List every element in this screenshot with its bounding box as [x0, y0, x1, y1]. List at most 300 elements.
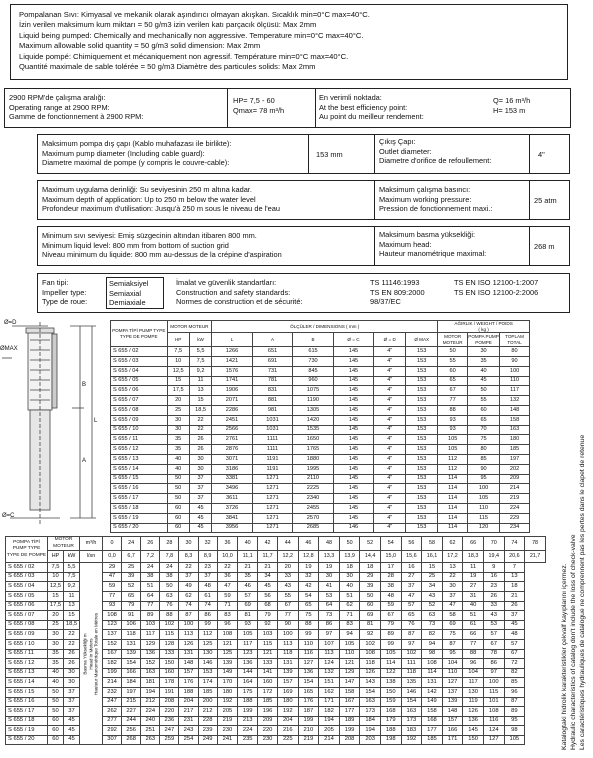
table-cell: 224: [238, 726, 258, 736]
table-cell: 40: [468, 366, 500, 376]
pumped-liquid-line: Liquid being pumped: Chemically and mechanically non aggressive. Temperature min=0°C max=40°C.: [19, 30, 364, 40]
perf-motor-header: MOTOR MOTEUR: [48, 537, 80, 551]
table-cell: 50: [468, 386, 500, 396]
table-cell: 142: [422, 687, 443, 697]
table-cell: 2451: [212, 415, 253, 425]
table-cell: 11: [64, 591, 80, 601]
operating-range-line: 2900 RPM'de çalışma aralığı:: [9, 93, 106, 102]
table-cell: 77: [463, 639, 484, 649]
table-cell: 1535: [293, 425, 334, 435]
pump-model-cell: S 655 / 12: [111, 445, 168, 455]
table-cell: 199: [298, 716, 319, 726]
table-cell: 47: [401, 591, 422, 601]
dimensions-table: [110, 320, 530, 533]
table-cell: 177: [339, 707, 360, 717]
table-cell: 174: [198, 678, 217, 688]
table-cell: 39: [122, 572, 141, 582]
table-cell: 165: [298, 687, 319, 697]
table-cell: 102: [401, 649, 422, 659]
table-cell: 102: [160, 620, 179, 630]
table-cell: 1266: [212, 347, 253, 357]
table-cell: 105: [438, 435, 468, 445]
operating-range-box: [4, 88, 571, 128]
table-cell: 112: [198, 630, 217, 640]
flow-m3h-header: 54: [380, 537, 401, 551]
table-cell: 105: [380, 649, 401, 659]
table-cell: 188: [238, 697, 258, 707]
table-cell: 40: [463, 601, 484, 611]
table-cell: 117: [238, 639, 258, 649]
pump-model-cell: S 655 / 08: [6, 620, 48, 630]
table-cell: 33: [483, 601, 504, 611]
flow-m3h-header: 48: [319, 537, 340, 551]
table-cell: 10: [167, 356, 189, 366]
table-cell: 224: [500, 503, 530, 513]
side-note: [560, 130, 590, 750]
table-cell: 57: [401, 601, 422, 611]
table-cell: 65: [468, 415, 500, 425]
flow-ls-header: 13,9: [339, 551, 360, 563]
table-cell: 67: [438, 386, 468, 396]
table-cell: 881: [252, 396, 293, 406]
table-cell: 2110: [293, 474, 334, 484]
table-cell: 62: [339, 601, 360, 611]
table-cell: 166: [442, 726, 463, 736]
table-cell: 158: [422, 707, 443, 717]
table-cell: 114: [438, 523, 468, 533]
table-cell: 86: [483, 659, 504, 669]
side-note-line: Les caractéristiques hydrauliques de catalogue ne comprennent pas les pertes dans le clapet de retenue: [579, 434, 586, 750]
table-cell: 99: [198, 620, 217, 630]
table-cell: 47: [442, 601, 463, 611]
table-cell: 615: [293, 347, 334, 357]
pump-model-cell: S 655 / 17: [111, 494, 168, 504]
table-cell: 25: [122, 563, 141, 573]
table-cell: 68: [258, 601, 278, 611]
table-cell: 3956: [212, 523, 253, 533]
table-cell: 1271: [252, 494, 293, 504]
table-cell: 239: [198, 726, 217, 736]
table-cell: 160: [258, 678, 278, 688]
pressure-line: Maximum working pressure:: [379, 194, 472, 204]
table-cell: 158: [339, 687, 360, 697]
table-cell: 65: [438, 376, 468, 386]
table-cell: 105: [504, 735, 525, 745]
table-cell: 27: [401, 572, 422, 582]
table-cell: 50: [167, 484, 189, 494]
table-cell: 230: [258, 735, 278, 745]
fan-label: Impeller type:: [42, 287, 87, 297]
table-cell: 48: [198, 582, 217, 592]
table-cell: 22: [189, 425, 211, 435]
table-cell: 139: [217, 659, 238, 669]
table-cell: 178: [160, 678, 179, 688]
head-line: Hauteur manométrique maximal:: [379, 249, 487, 259]
table-cell: 40: [339, 582, 360, 592]
flow-ls-header: 7,2: [141, 551, 160, 563]
table-cell: 124: [483, 726, 504, 736]
table-cell: 86: [198, 611, 217, 621]
table-cell: 121: [217, 639, 238, 649]
table-cell: 23: [198, 563, 217, 573]
table-cell: 26: [189, 445, 211, 455]
table-cell: 78: [483, 649, 504, 659]
best-point-line: Au point du meilleur rendement:: [319, 112, 424, 122]
table-cell: 4": [374, 464, 406, 474]
outlet-line: Outlet diameter:: [379, 146, 432, 156]
table-cell: 45: [189, 513, 211, 523]
table-cell: 30: [319, 572, 340, 582]
table-cell: 18,5: [189, 405, 211, 415]
table-cell: 43: [483, 611, 504, 621]
table-cell: 4": [374, 356, 406, 366]
table-cell: 15: [64, 611, 80, 621]
table-cell: 184: [122, 678, 141, 688]
flow-ls-header: 20,6: [504, 551, 525, 563]
table-cell: 159: [380, 697, 401, 707]
table-cell: 29: [103, 563, 122, 573]
dim-d-label: Ø=D: [4, 320, 17, 326]
table-cell: 185: [198, 687, 217, 697]
table-cell: 157: [278, 678, 299, 688]
table-cell: 147: [339, 678, 360, 688]
table-cell: 100: [179, 620, 198, 630]
table-cell: 71: [339, 611, 360, 621]
pump-model-cell: S 655 / 13: [111, 454, 168, 464]
table-cell: 1576: [212, 366, 253, 376]
table-cell: 1111: [252, 445, 293, 455]
table-cell: 3611: [212, 494, 253, 504]
table-cell: 125: [198, 639, 217, 649]
table-cell: 153: [406, 396, 438, 406]
table-cell: 45: [64, 735, 80, 745]
table-cell: 189: [339, 716, 360, 726]
table-cell: 145: [333, 386, 374, 396]
flow-m3h-header: 30: [179, 537, 198, 551]
table-cell: 22: [179, 563, 198, 573]
table-cell: 38: [141, 572, 160, 582]
table-cell: 9: [483, 563, 504, 573]
table-row: [111, 513, 530, 523]
table-cell: 145: [333, 454, 374, 464]
table-cell: 123: [238, 649, 258, 659]
table-cell: 50: [48, 687, 64, 697]
table-cell: 40: [167, 464, 189, 474]
table-cell: 123: [103, 620, 122, 630]
table-cell: 87: [442, 639, 463, 649]
table-cell: 16: [483, 572, 504, 582]
table-cell: 1190: [293, 396, 334, 406]
table-cell: 181: [141, 678, 160, 688]
table-cell: 79: [122, 601, 141, 611]
liquid-level-box: [37, 226, 570, 266]
table-cell: 176: [298, 697, 319, 707]
head-line: Maksimum basma yüksekliği:: [379, 230, 476, 239]
table-cell: 196: [258, 707, 278, 717]
table-cell: 51: [141, 582, 160, 592]
table-cell: 1111: [252, 435, 293, 445]
table-cell: 77: [141, 601, 160, 611]
flow-m3h-header: 40: [238, 537, 258, 551]
standards-box: [37, 273, 570, 313]
flow-m3h-header: 50: [339, 537, 360, 551]
table-cell: 60: [438, 366, 468, 376]
table-cell: 72: [504, 659, 525, 669]
table-cell: 145: [333, 425, 374, 435]
table-cell: 1765: [293, 445, 334, 455]
table-cell: 184: [360, 716, 381, 726]
flow-ls-header: 12,8: [298, 551, 319, 563]
table-cell: 40: [48, 678, 64, 688]
table-cell: 26: [483, 591, 504, 601]
depth-line: Maximum depth of application: Up to 250 m below the water level: [42, 194, 256, 204]
table-cell: 55: [438, 356, 468, 366]
weight-unit: ( kg ): [478, 326, 489, 332]
table-cell: 65: [122, 591, 141, 601]
table-row: [111, 484, 530, 494]
diameter-line: Maximum pump diameter (Including cable guard):: [42, 148, 205, 158]
table-cell: 230: [217, 726, 238, 736]
table-cell: 110: [339, 649, 360, 659]
table-cell: 229: [500, 513, 530, 523]
flow-m3h-header: 0: [103, 537, 122, 551]
flow-m3h-header: 70: [483, 537, 504, 551]
table-cell: 69: [360, 611, 381, 621]
table-cell: 3381: [212, 474, 253, 484]
table-cell: 99: [298, 630, 319, 640]
table-cell: 5,5: [189, 347, 211, 357]
table-cell: 22: [442, 572, 463, 582]
table-cell: 146: [333, 523, 374, 533]
table-cell: 60: [468, 405, 500, 415]
flow-ls-header: 19,4: [483, 551, 504, 563]
table-cell: 1741: [212, 376, 253, 386]
flow-m3h-header: 78: [525, 537, 546, 551]
table-cell: 50: [160, 582, 179, 592]
table-cell: 198: [380, 735, 401, 745]
table-cell: 209: [500, 474, 530, 484]
table-cell: 60: [48, 735, 64, 745]
table-cell: 60: [167, 523, 189, 533]
table-cell: 103: [258, 630, 278, 640]
pump-model-cell: S 655 / 10: [6, 639, 48, 649]
table-cell: 83: [217, 611, 238, 621]
table-cell: 182: [103, 659, 122, 669]
table-cell: 216: [278, 726, 299, 736]
flow-ls-header: 14,4: [360, 551, 381, 563]
flow-ls-header: 11,7: [258, 551, 278, 563]
table-cell: 96: [504, 687, 525, 697]
table-cell: 16: [401, 563, 422, 573]
table-cell: 51: [339, 591, 360, 601]
table-cell: 108: [360, 649, 381, 659]
table-cell: 129: [141, 639, 160, 649]
table-cell: 95: [504, 716, 525, 726]
table-cell: 95: [442, 649, 463, 659]
head-axis-label: [80, 563, 103, 745]
table-cell: 4": [374, 474, 406, 484]
table-cell: 114: [422, 668, 443, 678]
pump-model-cell: S 655 / 18: [111, 503, 168, 513]
table-cell: 57: [238, 591, 258, 601]
table-cell: 175: [238, 687, 258, 697]
table-cell: 102: [360, 639, 381, 649]
table-cell: 1271: [252, 513, 293, 523]
table-cell: 113: [278, 639, 299, 649]
table-cell: 79: [380, 620, 401, 630]
table-cell: 28: [380, 572, 401, 582]
table-cell: 158: [500, 415, 530, 425]
pump-model-cell: S 655 / 09: [111, 415, 168, 425]
table-cell: 141: [258, 668, 278, 678]
table-cell: 35: [48, 649, 64, 659]
table-cell: 106: [122, 620, 141, 630]
m3h-header: m³/h: [80, 537, 103, 551]
table-cell: 133: [258, 659, 278, 669]
table-cell: 171: [442, 735, 463, 745]
table-cell: 209: [258, 716, 278, 726]
flow-ls-header: 13,3: [319, 551, 340, 563]
table-cell: 185: [422, 735, 443, 745]
pump-type-header: POMPA TİPİ PUMP TYPE TYPE DE POMPE: [111, 321, 168, 347]
table-cell: 139: [278, 668, 299, 678]
table-cell: 220: [258, 726, 278, 736]
table-cell: 7,5: [48, 563, 64, 573]
table-cell: 114: [380, 659, 401, 669]
table-cell: 90: [468, 464, 500, 474]
dims-subheader: kW: [189, 333, 211, 347]
side-note-line: Hydraulic characteristics of catalog don't include the loss of check-valve: [570, 534, 577, 750]
table-cell: 20: [167, 396, 189, 406]
table-cell: 4": [374, 523, 406, 533]
pump-model-cell: S 655 / 19: [6, 726, 48, 736]
table-cell: 259: [160, 735, 179, 745]
table-cell: 93: [238, 620, 258, 630]
table-cell: 240: [141, 716, 160, 726]
table-cell: 26: [189, 435, 211, 445]
flow-m3h-header: 42: [258, 537, 278, 551]
table-cell: 96: [463, 659, 484, 669]
table-cell: 45: [258, 582, 278, 592]
table-cell: 124: [319, 659, 340, 669]
perf-kw-header: kW: [64, 551, 80, 563]
table-cell: 30: [64, 678, 80, 688]
flow-m3h-header: 56: [401, 537, 422, 551]
table-cell: 121: [258, 649, 278, 659]
table-cell: 153: [406, 435, 438, 445]
dims-subheader: A: [252, 333, 293, 347]
table-cell: 62: [179, 591, 198, 601]
pump-model-cell: S 655 / 03: [6, 572, 48, 582]
flow-m3h-header: 24: [122, 537, 141, 551]
table-cell: 53: [483, 620, 504, 630]
best-point-line: En verimli noktada:: [319, 93, 382, 102]
table-cell: 163: [360, 697, 381, 707]
flow-ls-header: 0,0: [103, 551, 122, 563]
table-cell: 38: [160, 572, 179, 582]
table-cell: 103: [141, 620, 160, 630]
table-cell: 4": [374, 435, 406, 445]
table-cell: 117: [500, 386, 530, 396]
table-cell: 4": [374, 366, 406, 376]
table-cell: 1995: [293, 464, 334, 474]
table-cell: 192: [217, 697, 238, 707]
table-cell: 97: [319, 630, 340, 640]
table-cell: 199: [238, 707, 258, 717]
table-cell: 30: [339, 572, 360, 582]
table-cell: 94: [422, 639, 443, 649]
table-cell: 25: [422, 572, 443, 582]
table-cell: 153: [406, 494, 438, 504]
dims-subheader: TOPLAM TOTAL: [500, 333, 530, 347]
table-cell: 52: [422, 601, 443, 611]
best-q-value: Q= 16 m³/h: [493, 96, 531, 105]
table-cell: 212: [141, 697, 160, 707]
flow-ls-header: 17,2: [442, 551, 463, 563]
table-cell: 7,5: [167, 347, 189, 357]
table-cell: 145: [333, 464, 374, 474]
table-row: [6, 563, 546, 573]
flow-ls-header: 18,3: [463, 551, 484, 563]
table-row: [111, 415, 530, 425]
table-cell: 199: [339, 726, 360, 736]
table-cell: 98: [422, 649, 443, 659]
table-cell: 145: [333, 356, 374, 366]
table-cell: 34: [258, 572, 278, 582]
table-cell: 235: [238, 735, 258, 745]
table-cell: 9,2: [64, 582, 80, 592]
table-cell: 73: [319, 611, 340, 621]
flow-m3h-header: 36: [217, 537, 238, 551]
table-cell: 307: [103, 735, 122, 745]
table-cell: 219: [298, 735, 319, 745]
hp-range: HP= 7,5 - 60: [233, 96, 275, 105]
table-cell: 88: [298, 620, 319, 630]
table-cell: 35: [238, 572, 258, 582]
pump-model-cell: S 655 / 07: [111, 396, 168, 406]
table-cell: 100: [483, 678, 504, 688]
table-row: [111, 425, 530, 435]
table-cell: 122: [380, 668, 401, 678]
table-cell: 228: [198, 716, 217, 726]
table-cell: 114: [438, 513, 468, 523]
table-cell: 2566: [212, 425, 253, 435]
table-cell: 2570: [293, 513, 334, 523]
table-cell: 15: [167, 376, 189, 386]
table-cell: 79: [258, 611, 278, 621]
table-cell: 118: [401, 668, 422, 678]
table-cell: 208: [339, 735, 360, 745]
table-cell: 163: [141, 668, 160, 678]
table-cell: 37: [179, 572, 198, 582]
table-cell: 37: [64, 697, 80, 707]
table-cell: 57: [483, 630, 504, 640]
table-cell: 203: [360, 735, 381, 745]
table-cell: 25: [48, 620, 64, 630]
table-cell: 118: [278, 649, 299, 659]
table-cell: 157: [179, 668, 198, 678]
table-cell: 2225: [293, 484, 334, 494]
table-cell: 49: [179, 582, 198, 592]
table-cell: 131: [179, 649, 198, 659]
flow-m3h-header: 58: [422, 537, 443, 551]
table-cell: 37: [189, 474, 211, 484]
table-row: [111, 523, 530, 533]
table-cell: 45: [64, 726, 80, 736]
table-cell: 180: [500, 435, 530, 445]
table-cell: 76: [401, 620, 422, 630]
table-cell: 214: [500, 484, 530, 494]
